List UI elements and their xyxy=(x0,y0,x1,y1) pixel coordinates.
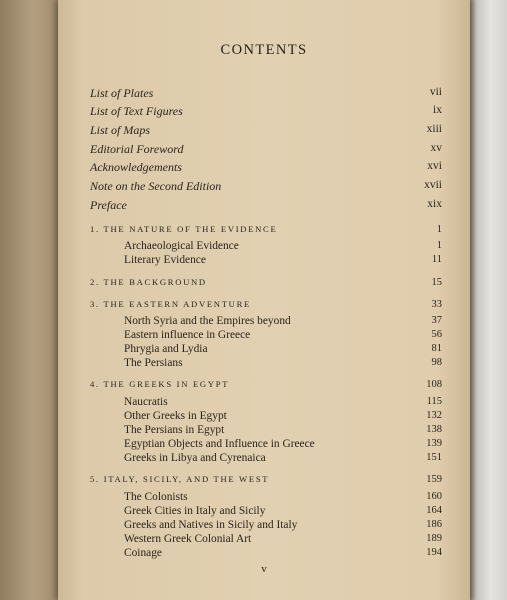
toc-page-number: 132 xyxy=(426,410,442,421)
toc-page-number: xv xyxy=(430,142,442,154)
toc-entry-label: The Colonists xyxy=(124,491,188,503)
toc-entry-label: 2. THE BACKGROUND xyxy=(90,277,207,287)
toc-entry-label: The Persians xyxy=(124,357,183,369)
toc-page-number: 15 xyxy=(431,277,442,288)
book-page xyxy=(58,0,470,600)
toc-entry-label: Acknowledgements xyxy=(90,160,182,174)
chapter-heading xyxy=(58,277,470,295)
toc-entry-label: Naucratis xyxy=(124,396,168,408)
toc-page-number: 138 xyxy=(426,424,442,435)
toc-page-number: 159 xyxy=(426,474,442,485)
toc-entry-label: Greeks and Natives in Sicily and Italy xyxy=(124,519,298,531)
toc-page-number: 33 xyxy=(431,299,442,310)
chapter-heading xyxy=(58,379,470,397)
front-matter-entry xyxy=(58,123,470,141)
toc-entry-label: Literary Evidence xyxy=(124,254,206,266)
toc-page-number: xix xyxy=(427,198,442,210)
toc-page-number: xvii xyxy=(424,179,442,191)
toc-entry-label: Editorial Foreword xyxy=(90,142,184,156)
toc-page-number: 139 xyxy=(426,438,442,449)
toc-page-number: 164 xyxy=(426,505,442,516)
toc-page-number: 37 xyxy=(431,315,442,326)
section-entry xyxy=(58,452,470,470)
toc-entry-label: 1. THE NATURE OF THE EVIDENCE xyxy=(90,224,278,234)
toc-entry-label: 5. ITALY, SICILY, AND THE WEST xyxy=(90,474,270,484)
front-matter-entry xyxy=(58,198,470,216)
toc-entry-label: The Persians in Egypt xyxy=(124,424,225,436)
toc-page-number: xiii xyxy=(426,123,442,135)
toc-entry-label: Archaeological Evidence xyxy=(124,240,239,252)
toc-entry-label: List of Plates xyxy=(90,86,154,100)
toc-page-number: 160 xyxy=(426,491,442,502)
toc-entry-label: 4. THE GREEKS IN EGYPT xyxy=(90,379,230,389)
toc-entry-label: Greek Cities in Italy and Sicily xyxy=(124,505,266,517)
toc-entry-label: Note on the Second Edition xyxy=(90,179,222,193)
toc-entry-label: North Syria and the Empires beyond xyxy=(124,315,291,327)
toc-page-number: 1 xyxy=(436,224,442,235)
toc-page-number: 151 xyxy=(426,452,442,463)
page-folio: v xyxy=(261,563,267,575)
front-matter-entry xyxy=(58,86,470,104)
toc-entry-label: Coinage xyxy=(124,547,162,559)
chapter-heading xyxy=(58,474,470,492)
toc-page-number: 108 xyxy=(426,379,442,390)
page-title: CONTENTS xyxy=(220,42,308,58)
toc-entry-label: List of Maps xyxy=(90,123,151,137)
toc-page-number: 11 xyxy=(431,254,442,265)
toc-page-number: 194 xyxy=(426,547,442,558)
toc-entry-label: Other Greeks in Egypt xyxy=(124,410,227,422)
toc-page-number: 186 xyxy=(426,519,442,530)
toc-entry-label: Egyptian Objects and Influence in Greece xyxy=(124,438,315,450)
front-matter-entry xyxy=(58,104,470,122)
front-matter-entry xyxy=(58,179,470,197)
toc-page-number: vii xyxy=(429,86,442,98)
section-entry xyxy=(58,357,470,375)
toc-page-number: 189 xyxy=(426,533,442,544)
toc-page-number: 81 xyxy=(431,343,442,354)
toc-entry-label: Preface xyxy=(90,198,127,212)
toc-entry-label: 3. THE EASTERN ADVENTURE xyxy=(90,299,251,309)
front-matter-entry xyxy=(58,142,470,160)
toc-entry-label: List of Text Figures xyxy=(90,104,183,118)
toc-page-number: 1 xyxy=(436,240,442,251)
toc-page-number: 115 xyxy=(426,396,442,407)
toc-page-number: 56 xyxy=(431,329,442,340)
table-surface-right xyxy=(467,0,507,600)
toc-entry-label: Greeks in Libya and Cyrenaica xyxy=(124,452,266,464)
front-matter-entry xyxy=(58,160,470,178)
toc-entry-label: Eastern influence in Greece xyxy=(124,329,251,341)
section-entry xyxy=(58,254,470,272)
toc-page-number: xvi xyxy=(427,160,442,172)
table-surface-left xyxy=(0,0,60,600)
toc-page-number: 98 xyxy=(431,357,442,368)
toc-page-number: ix xyxy=(433,104,442,116)
toc-entry-label: Western Greek Colonial Art xyxy=(124,533,252,545)
toc-entry-label: Phrygia and Lydia xyxy=(124,343,208,355)
